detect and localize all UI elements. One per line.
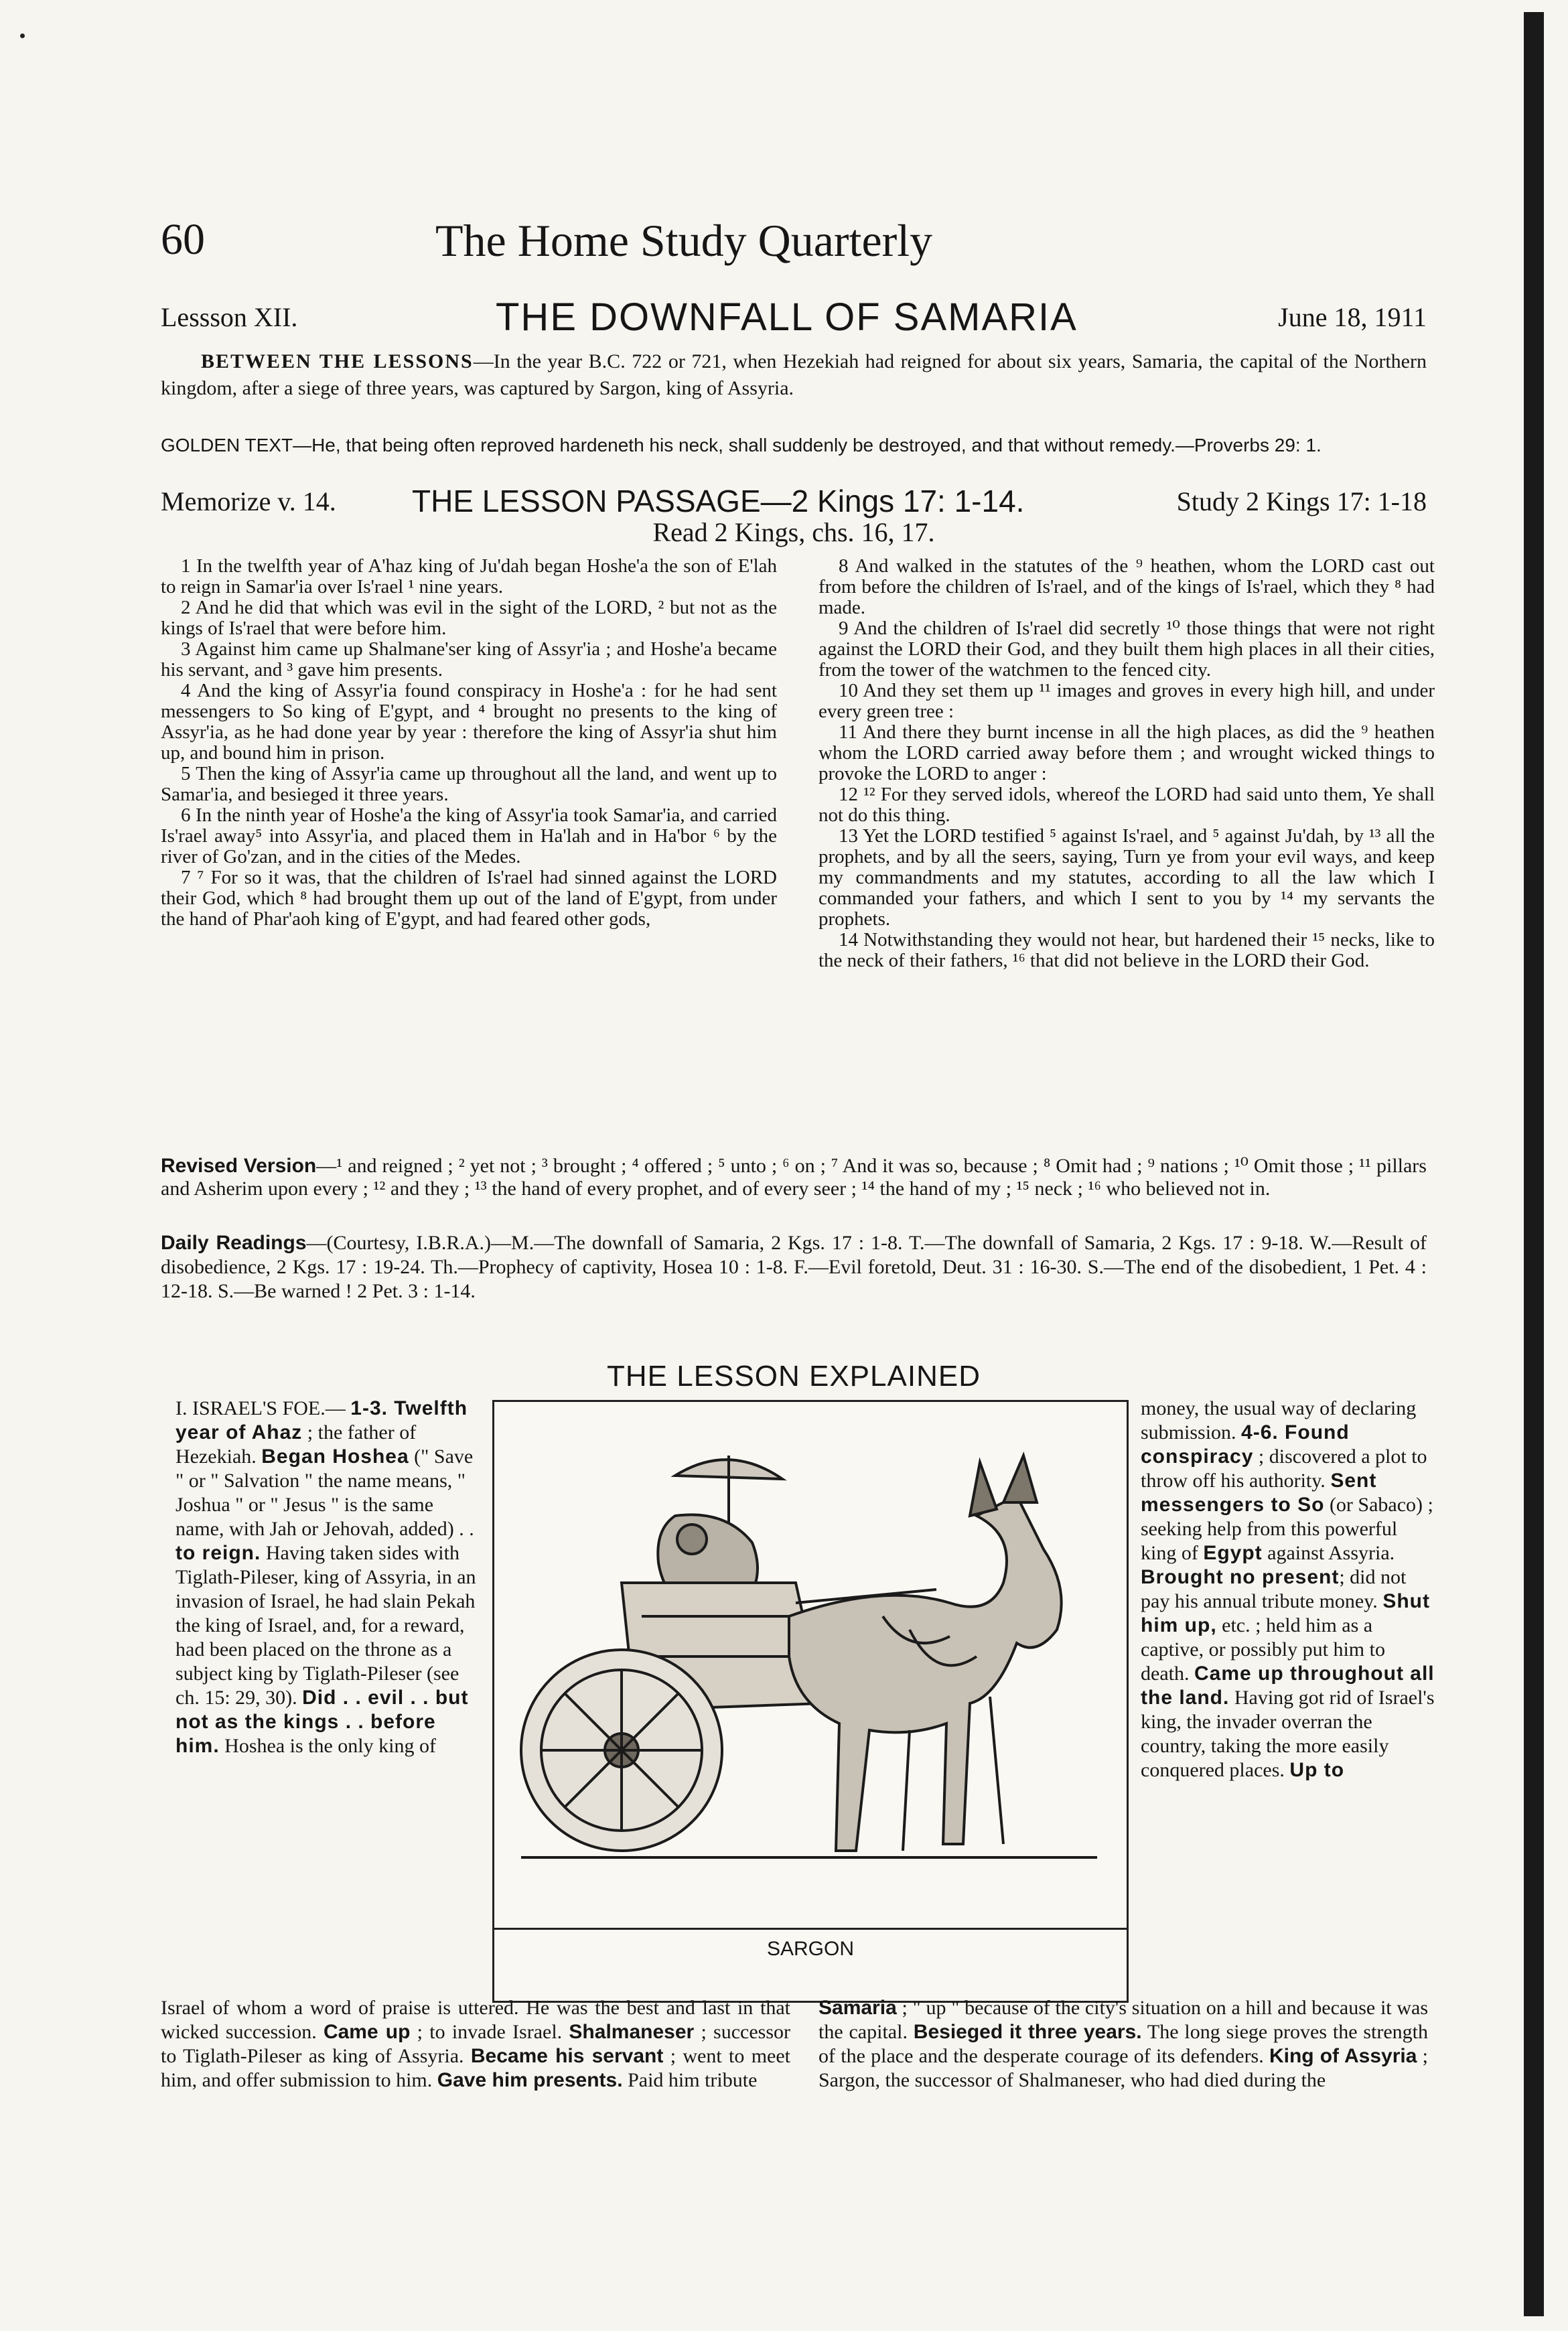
- verse: 13 Yet the LORD testified ⁵ against Is'rael, and ⁵ against Ju'dah, by ¹³ all the prophets, and by all the seers, saying, Turn ye from your evil ways, and keep my commandments and my statutes, according to all the law which I commanded your fathers, and which I sent to you by ¹⁴ my servants the prophets.: [818, 825, 1435, 930]
- comment-text: ; to invade Israel.: [410, 2021, 569, 2043]
- verse: 14 Notwithstanding they would not hear, but hardened their ¹⁵ necks, like to the neck of their fathers, ¹⁶ that did not believe in the LORD their God.: [818, 929, 1435, 971]
- verses-left-column: [161, 556, 777, 930]
- comment-text: (or Sabaco) ; seeking help from this powerful king of: [1141, 1494, 1433, 1564]
- lesson-explained-heading: THE LESSON EXPLAINED: [607, 1360, 981, 1393]
- comment-text: ; successor to Tiglath-Pileser as king of Assyria.: [161, 2021, 791, 2067]
- keyword: Samaria: [818, 1997, 897, 2019]
- daily-readings: [161, 1231, 1427, 1303]
- keyword: Began Hoshea: [261, 1445, 409, 1468]
- keyword: Came up: [323, 2021, 411, 2043]
- page-number: 60: [161, 215, 205, 264]
- chariot-illustration-icon: [508, 1415, 1113, 1924]
- lesson-date: June 18, 1911: [1278, 302, 1427, 332]
- revised-version-label: Revised Version: [161, 1155, 317, 1177]
- page-header: [161, 214, 1427, 275]
- passage-ref: —2 Kings 17: 1-14.: [760, 484, 1025, 518]
- keyword: 4-6. Found conspiracy: [1141, 1421, 1350, 1468]
- lesson-number: Lessson XII.: [161, 302, 298, 332]
- comment-text: ; Sargon, the successor of Shalmaneser, who had died during the: [818, 2045, 1429, 2091]
- verse: 1 In the twelfth year of A'haz king of Ju'dah began Hoshe'a the son of E'lah to reign in Samar'ia over Is'rael ¹ nine years.: [161, 555, 777, 597]
- verse: 7 ⁷ For so it was, that the children of Is'rael had sinned against the LORD their God, which ⁸ had brought them up out of the land of E'gypt, from under the hand of Phar'aoh king of E'gypt, and had feared other gods,: [161, 867, 777, 930]
- comment-text: Israel of whom a word of praise is uttered. He was the best and last in that wicked succession.: [161, 1997, 790, 2043]
- scan-speck: [20, 33, 25, 38]
- comment-text: ; the father of Hezekiah.: [175, 1421, 417, 1468]
- explained-column-left: [175, 1397, 484, 1758]
- keyword: King of Assyria: [1269, 2045, 1417, 2067]
- comment-text: against Assyria.: [1262, 1542, 1395, 1564]
- keyword: Besieged it three years.: [913, 2021, 1142, 2043]
- comment-text: money, the usual way of declaring submission.: [1141, 1397, 1417, 1443]
- verse: 8 And walked in the statutes of the ⁹ heathen, whom the LORD cast out from before the children of Is'rael, and of the kings of Is'rael, which they ⁸ had made.: [818, 555, 1435, 618]
- daily-readings-text: —(Courtesy, I.B.R.A.)—M.—The downfall of Samaria, 2 Kgs. 17 : 1-8. T.—The downfall of Samaria, 2 Kgs. 17 : 9-18. W.—Result of disobedience, 2 Kgs. 17 : 19-24. Th.—Prophecy of captivity, Hosea 10 : 1-8. F.—Evil foretold, Deut. 31 : 16-30. S.—The end of the disobedient, 1 Pet. 4 : 12-18. S.—Be warned ! 2 Pet. 3 : 1-14.: [161, 1232, 1427, 1302]
- figure-caption: SARGON: [766, 1938, 855, 1960]
- revised-version-notes: [161, 1155, 1427, 1200]
- explained-bottom-right-text: [818, 1996, 1428, 2093]
- comment-text: Having got rid of Israel's king, the invader overran the country, taking the more easily conquered places.: [1141, 1687, 1435, 1781]
- verse: 6 In the ninth year of Hoshe'a the king of Assyr'ia took Samar'ia, and carried Is'rael away⁵ into Assyr'ia, and placed them in Ha'lah and in Ha'bor ⁶ by the river of Go'zan, and in the cities of the Medes.: [161, 804, 777, 867]
- comment-text: ; went to meet him, and offer submission to him.: [161, 2045, 790, 2091]
- daily-readings-label: Daily Readings: [161, 1232, 307, 1254]
- scan-edge-bar: [1524, 12, 1544, 2316]
- comment-text: Having taken sides with Tiglath-Pileser, king of Assyria, in an invasion of Israel, he had slain Pekah the king of Israel, and, for a reward, had been placed on the throne as a subject king by Tiglath-Pileser (see ch. 15: 29, 30).: [175, 1542, 476, 1709]
- comment-text: ; discovered a plot to throw off his authority.: [1141, 1445, 1427, 1492]
- study-note: Study 2 Kings 17: 1-18: [1176, 486, 1427, 516]
- verse: 2 And he did that which was evil in the sight of the LORD, ² but not as the kings of Is'rael that were before him.: [161, 597, 777, 639]
- passage-heading-label: THE LESSON PASSAGE: [412, 484, 761, 518]
- comment-text: Hoshea is the only king of: [219, 1735, 436, 1757]
- comment-text: Paid him tribute: [622, 2069, 758, 2091]
- comment-text: (" Save " or " Salvation " the name means, " Joshua " or " Jesus " is the same name, with Jah or Jehovah, added) . .: [175, 1445, 474, 1540]
- lesson-passage-heading: [412, 483, 1024, 519]
- verse: 10 And they set them up ¹¹ images and groves in every high hill, and under every green tree :: [818, 680, 1435, 722]
- between-label: BETWEEN THE LESSONS: [201, 350, 474, 372]
- running-title: The Home Study Quarterly: [435, 215, 933, 266]
- keyword: Up to: [1289, 1759, 1345, 1781]
- verse: 11 And there they burnt incense in all the high places, as did the ⁹ heathen whom the LORD carried away before them ; and wrought wicked things to provoke the LORD to anger :: [818, 721, 1435, 784]
- keyword: Brought no present: [1141, 1566, 1340, 1588]
- lesson-title: THE DOWNFALL OF SAMARIA: [496, 295, 1078, 339]
- explained-right-text: [1141, 1397, 1435, 1782]
- revised-version-text: —¹ and reigned ; ² yet not ; ³ brought ; ⁴ offered ; ⁵ unto ; ⁶ on ; ⁷ And it was so, because ; ⁸ Omit had ; ⁹ nations ; ¹⁰ Omit those ; ¹¹ pillars and Asherim upon every ; ¹² and they ; ¹³ the hand of every prophet, and of every seer ; ¹⁴ the hand of my ; ¹⁵ neck ; ¹⁶ who believed not in.: [161, 1155, 1427, 1200]
- memorize-note: Memorize v. 14.: [161, 486, 336, 516]
- comment-text: The long siege proves the strength of the place and the desperate courage of its defenders.: [818, 2021, 1429, 2067]
- keyword: Did . . evil . . but not as the kings . . before him.: [175, 1687, 469, 1757]
- comment-text: ; did not pay his annual tribute money.: [1141, 1566, 1407, 1612]
- lesson-passage-row: [161, 486, 1427, 553]
- golden-text-body: GOLDEN TEXT—He, that being often reproved hardeneth his neck, shall suddenly be destroyed, and that without remedy.—Proverbs 29: 1.: [161, 435, 1322, 455]
- read-note: Read 2 Kings, chs. 16, 17.: [652, 517, 935, 547]
- verse: 5 Then the king of Assyr'ia came up throughout all the land, and went up to Samar'ia, and besieged it three years.: [161, 763, 777, 805]
- explained-bottom-left: [161, 1996, 790, 2093]
- between-text: —In the year B.C. 722 or 721, when Hezekiah had reigned for about six years, Samaria, the capital of the Northern kingdom, after a siege of three years, was captured by Sargon, king of Assyria.: [161, 350, 1427, 399]
- verse: 4 And the king of Assyr'ia found conspiracy in Hoshe'a : for he had sent messengers to So king of E'gypt, and ⁴ brought no presents to the king of Assyr'ia, as he had done year by year : therefore the king of Assyr'ia shut him up, and bound him in prison.: [161, 680, 777, 764]
- comment-text: ; " up " because of the city's situation on a hill and because it was the capital.: [818, 1997, 1428, 2043]
- keyword: 1-3. Twelfth year of Ahaz: [175, 1397, 468, 1443]
- keyword: Shalmaneser: [569, 2021, 695, 2043]
- explained-left-text: [175, 1397, 484, 1758]
- keyword: Became his servant: [470, 2045, 664, 2067]
- explained-bottom-left-text: [161, 1996, 790, 2093]
- keyword: to reign.: [175, 1542, 261, 1564]
- keyword: Sent messengers to So: [1141, 1470, 1377, 1516]
- section-heading: I. ISRAEL'S FOE.—: [175, 1397, 346, 1419]
- lesson-title-row: [161, 295, 1427, 342]
- caption-rule: [494, 1928, 1127, 1930]
- keyword: Came up throughout all the land.: [1141, 1663, 1435, 1709]
- golden-text: [161, 433, 1427, 457]
- explained-column-right: [1141, 1397, 1435, 1782]
- sargon-figure: [492, 1400, 1129, 2003]
- verse: 9 And the children of Is'rael did secretly ¹⁰ those things that were not right against the LORD their God, and they built them high places in all their cities, from the tower of the watchmen to the fenced city.: [818, 618, 1435, 681]
- keyword: Egypt: [1203, 1542, 1263, 1564]
- verse: 12 ¹² For they served idols, whereof the LORD had said unto them, Ye shall not do this thing.: [818, 784, 1435, 826]
- keyword: Shut him up,: [1141, 1590, 1430, 1636]
- verses-right-column: [818, 556, 1435, 971]
- verse: 3 Against him came up Shalmane'ser king of Assyr'ia ; and Hoshe'a became his servant, and ³ gave him presents.: [161, 638, 777, 681]
- keyword: Gave him presents.: [437, 2069, 623, 2091]
- between-the-lessons: [161, 348, 1427, 402]
- comment-text: etc. ; held him as a captive, or possibly put him to death.: [1141, 1614, 1385, 1685]
- explained-bottom-right: [818, 1996, 1428, 2093]
